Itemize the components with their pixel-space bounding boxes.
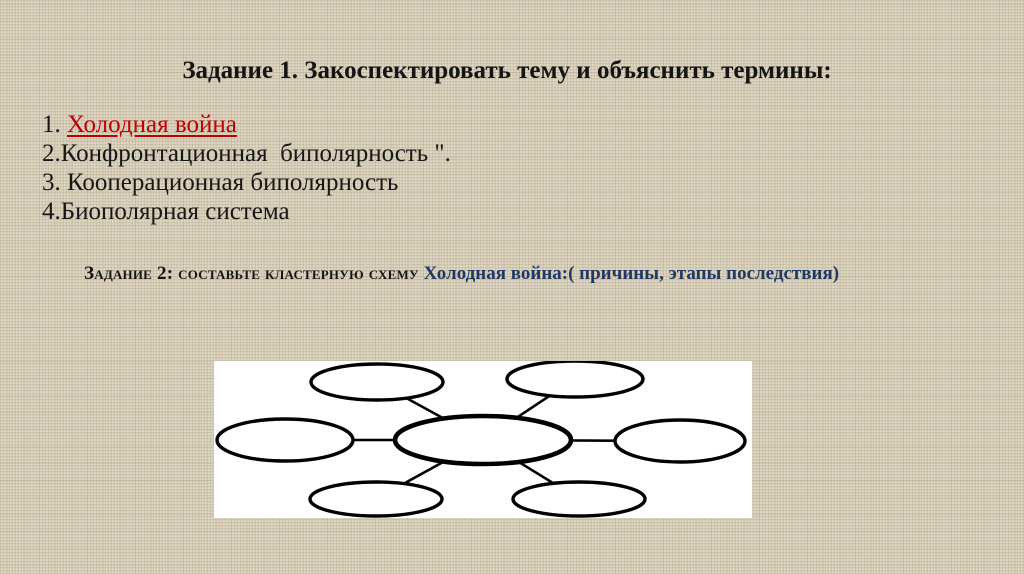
term-item-1 [42, 110, 451, 139]
cluster-node-left [217, 419, 353, 461]
cluster-diagram-box [214, 361, 752, 518]
term-item-1-number: 1. [42, 111, 67, 138]
cold-war-hyperlink[interactable]: Холодная война [67, 111, 237, 138]
task2-highlight-text: Холодная война:( причины, этапы последствия) [423, 263, 840, 284]
task2-line [84, 263, 839, 285]
terms-list [42, 110, 451, 226]
cluster-node-center [395, 416, 571, 464]
term-item-3: 3. Кооперационная биполярность [42, 169, 399, 196]
page-title: Задание 1. Закоспектировать тему и объяснить термины: [182, 57, 832, 84]
cluster-node-top-left [311, 364, 443, 400]
cluster-node-bottom-right [513, 482, 645, 516]
cluster-node-bottom-left [310, 482, 442, 516]
term-item-4: 4.Биополярная система [42, 198, 290, 225]
cluster-node-right [615, 420, 745, 462]
task2-label: Задание 2: составьте кластерную схему [84, 263, 424, 284]
cluster-node-top-right [507, 361, 643, 397]
cluster-diagram-svg [214, 361, 752, 518]
term-item-2: 2.Конфронтационная биполярность ". [42, 140, 451, 167]
